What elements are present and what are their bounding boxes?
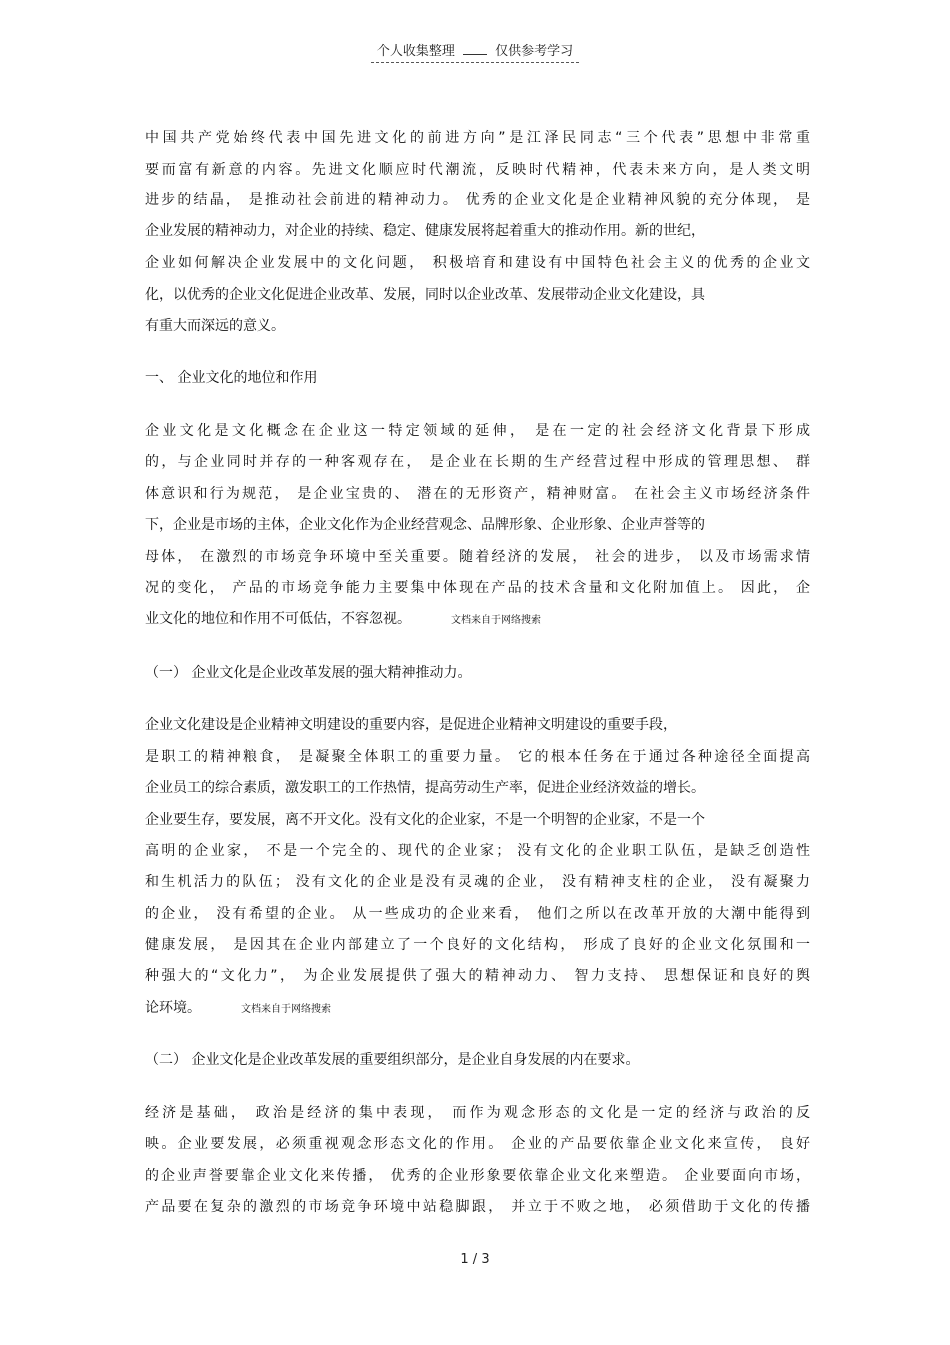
line-text: 企业要生存，要发展，离不开文化。没有文化的企业家，不是一个明智的企业家，不是一个 — [145, 812, 705, 828]
text-line — [145, 663, 810, 683]
line-text: 业文化的地位和作用不可低估，不容忽视。 — [145, 611, 411, 627]
page-number: 1 / 3 — [460, 1252, 490, 1267]
line-text: 企业文化建设是企业精神文明建设的重要内容，是促进企业精神文明建设的重要手段， — [145, 717, 677, 733]
line-text: 有重大而深远的意义。 — [145, 318, 285, 334]
text-line — [145, 1134, 810, 1154]
text-line — [145, 609, 810, 631]
line-text: 企业发展的精神动力，对企业的持续、稳定、健康发展将起着重大的推动作用。新的世纪， — [145, 223, 705, 239]
text-line — [145, 547, 810, 567]
text-line — [145, 841, 810, 861]
page-header — [0, 40, 950, 63]
text-line — [145, 1103, 810, 1123]
text-line — [145, 998, 810, 1020]
text-line — [145, 221, 810, 241]
text-line — [145, 190, 810, 210]
line-text: 进步的结晶， 是推动社会前进的精神动力。 优秀的企业文化是企业精神风貌的充分体现， 是 — [145, 192, 810, 208]
text-line — [145, 160, 810, 180]
text-line — [145, 715, 810, 735]
line-text: 和生机活力的队伍； 没有文化的企业是没有灵魂的企业， 没有精神支柱的企业， 没有凝聚力 — [145, 874, 810, 890]
text-line — [145, 810, 810, 830]
line-text: 健康发展， 是因其在企业内部建立了一个良好的文化结构， 形成了良好的企业文化氛围和一 — [145, 937, 810, 953]
text-line — [145, 316, 810, 336]
text-line — [145, 1166, 810, 1186]
header-left-text: 个人收集整理 — [376, 44, 455, 59]
line-text: 化，以优秀的企业文化促进企业改革、发展，同时以企业改革、发展带动企业文化建设，具 — [145, 287, 705, 303]
text-line — [145, 747, 810, 767]
line-text: 下，企业是市场的主体，企业文化作为企业经营观念、品牌形象、企业形象、企业声誉等的 — [145, 517, 705, 533]
header-separator — [463, 54, 487, 55]
text-line — [145, 128, 810, 148]
text-line — [145, 515, 810, 535]
text-line — [145, 935, 810, 955]
line-text: 的，与企业同时并存的一种客观存在， 是企业在长期的生产经营过程中形成的管理思想、 群 — [145, 454, 810, 470]
line-text: 企业如何解决企业发展中的文化问题， 积极培育和建设有中国特色社会主义的优秀的企业文 — [145, 255, 810, 271]
text-line — [145, 421, 810, 441]
line-text: （二） 企业文化是企业改革发展的重要组织部分，是企业自身发展的内在要求。 — [145, 1052, 640, 1068]
line-text: 企业员工的综合素质，激发职工的工作热情，提高劳动生产率，促进企业经济效益的增长。 — [145, 780, 705, 796]
line-text: 体意识和行为规范， 是企业宝贵的、 潜在的无形资产，精神财富。 在社会主义市场经济条件 — [145, 486, 810, 502]
line-text: 况的变化， 产品的市场竞争能力主要集中体现在产品的技术含量和文化附加值上。 因此， 企 — [145, 580, 810, 596]
source-note: 文档来自于网络搜索 — [451, 615, 541, 626]
text-line — [145, 368, 810, 388]
text-line — [145, 285, 810, 305]
line-text: 高明的企业家， 不是一个完全的、现代的企业家； 没有文化的企业职工队伍，是缺乏创造性 — [145, 843, 810, 859]
text-line — [145, 966, 810, 986]
text-line — [145, 872, 810, 892]
header-right-text: 仅供参考学习 — [495, 44, 574, 59]
line-text: 产品要在复杂的激烈的市场竞争环境中站稳脚跟， 并立于不败之地， 必须借助于文化的传播 — [145, 1199, 810, 1215]
line-text: 是职工的精神粮食， 是凝聚全体职工的重要力量。 它的根本任务在于通过各种途径全面提高 — [145, 749, 810, 765]
text-line — [145, 904, 810, 924]
text-line — [145, 484, 810, 504]
line-text: （一） 企业文化是企业改革发展的强大精神推动力。 — [145, 665, 472, 681]
text-line — [145, 253, 810, 273]
line-text: 母体， 在激烈的市场竞争环境中至关重要。随着经济的发展， 社会的进步， 以及市场需求情 — [145, 549, 810, 565]
line-text: 经济是基础， 政治是经济的集中表现， 而作为观念形态的文化是一定的经济与政治的反 — [145, 1105, 810, 1121]
line-text: 的企业声誉要靠企业文化来传播， 优秀的企业形象要依靠企业文化来塑造。 企业要面向市场， — [145, 1168, 810, 1184]
line-text: 映。企业要发展，必须重视观念形态文化的作用。 企业的产品要依靠企业文化来宣传， 良好 — [145, 1136, 810, 1152]
line-text: 论环境。 — [145, 1000, 201, 1016]
text-line — [145, 1197, 810, 1217]
text-line — [145, 452, 810, 472]
text-line — [145, 578, 810, 598]
line-text: 的企业， 没有希望的企业。 从一些成功的企业来看， 他们之所以在改革开放的大潮中能得到 — [145, 906, 810, 922]
source-note: 文档来自于网络搜索 — [241, 1004, 331, 1015]
text-line — [145, 778, 810, 798]
line-text: 中国共产党始终代表中国先进文化的前进方向”是江泽民同志“三个代表”思想中非常重 — [145, 130, 810, 146]
line-text: 要而富有新意的内容。先进文化顺应时代潮流，反映时代精神，代表未来方向，是人类文明 — [145, 162, 810, 178]
text-line — [145, 1050, 810, 1070]
line-text: 种强大的“文化力”， 为企业发展提供了强大的精神动力、 智力支持、 思想保证和良好的舆 — [145, 968, 810, 984]
line-text: 企业文化是文化概念在企业这一特定领域的延伸， 是在一定的社会经济文化背景下形成 — [145, 423, 810, 439]
line-text: 一、 企业文化的地位和作用 — [145, 370, 318, 386]
